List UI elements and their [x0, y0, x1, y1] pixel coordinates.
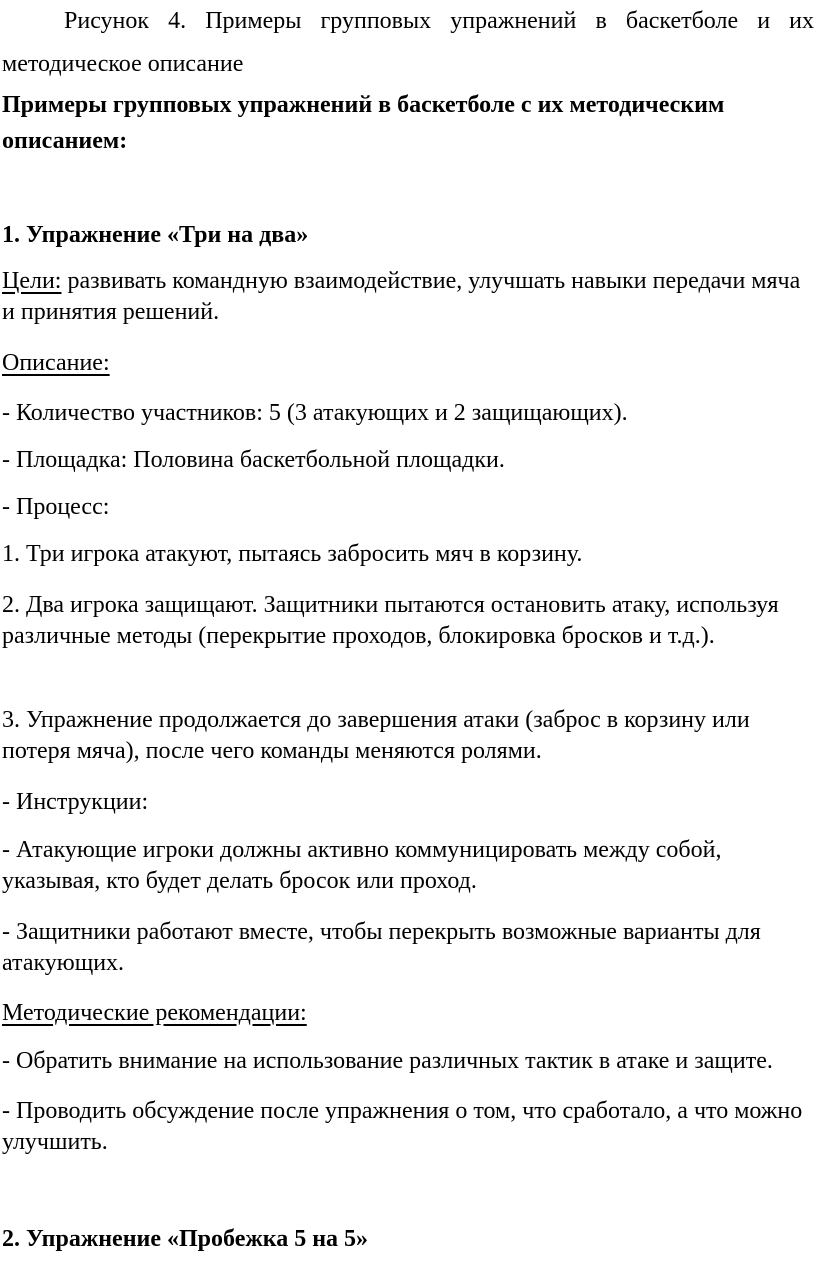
recommendations-label-text: Методические рекомендации:	[2, 1000, 307, 1026]
participants-line: - Количество участников: 5 (3 атакующих и 2 защищающих).	[2, 400, 628, 426]
instruction-item-2: - Защитники работают вместе, чтобы перекрыть возможные варианты для атакующих.	[2, 919, 761, 976]
caption-indent	[2, 8, 64, 34]
exercise-1-title: 1. Упражнение «Три на два»	[2, 222, 309, 248]
recommendations-label	[2, 998, 814, 1029]
instructions-label: - Инструкции:	[2, 789, 149, 815]
exercise-1-goals	[2, 266, 814, 328]
exercise-2-title: 2. Упражнение «Пробежка 5 на 5»	[2, 1226, 369, 1252]
goals-label: Цели:	[2, 268, 62, 294]
main-heading: Примеры групповых упражнений в баскетболе с их методическим описанием:	[2, 92, 725, 154]
process-label: - Процесс:	[2, 494, 110, 520]
recommendation-item-1: - Обратить внимание на использование различных тактик в атаке и защите.	[2, 1048, 773, 1074]
description-label	[2, 348, 814, 379]
goals-text: развивать командную взаимодействие, улучшать навыки передачи мяча и принятия решений.	[2, 268, 801, 325]
instruction-item-1: - Атакующие игроки должны активно коммуницировать между собой, указывая, кто будет делать бросок или проход.	[2, 837, 722, 894]
recommendation-item-2: - Проводить обсуждение после упражнения о том, что сработало, а что можно улучшить.	[2, 1098, 803, 1155]
description-label-text: Описание:	[2, 350, 110, 376]
process-step-3: 3. Упражнение продолжается до завершения атаки (заброс в корзину или потеря мяча), после чего команды меняются ролями.	[2, 707, 750, 764]
figure-caption	[2, 0, 814, 86]
process-step-2: 2. Два игрока защищают. Защитники пытаются остановить атаку, используя различные методы (перекрытие проходов, блокировка бросков и т.д.).	[2, 592, 779, 649]
figure-caption-text: Рисунок 4. Примеры групповых упражнений в баскетболе и их методическое описание	[2, 8, 814, 77]
process-step-1: 1. Три игрока атакуют, пытаясь забросить мяч в корзину.	[2, 541, 583, 567]
court-line: - Площадка: Половина баскетбольной площадки.	[2, 447, 505, 473]
